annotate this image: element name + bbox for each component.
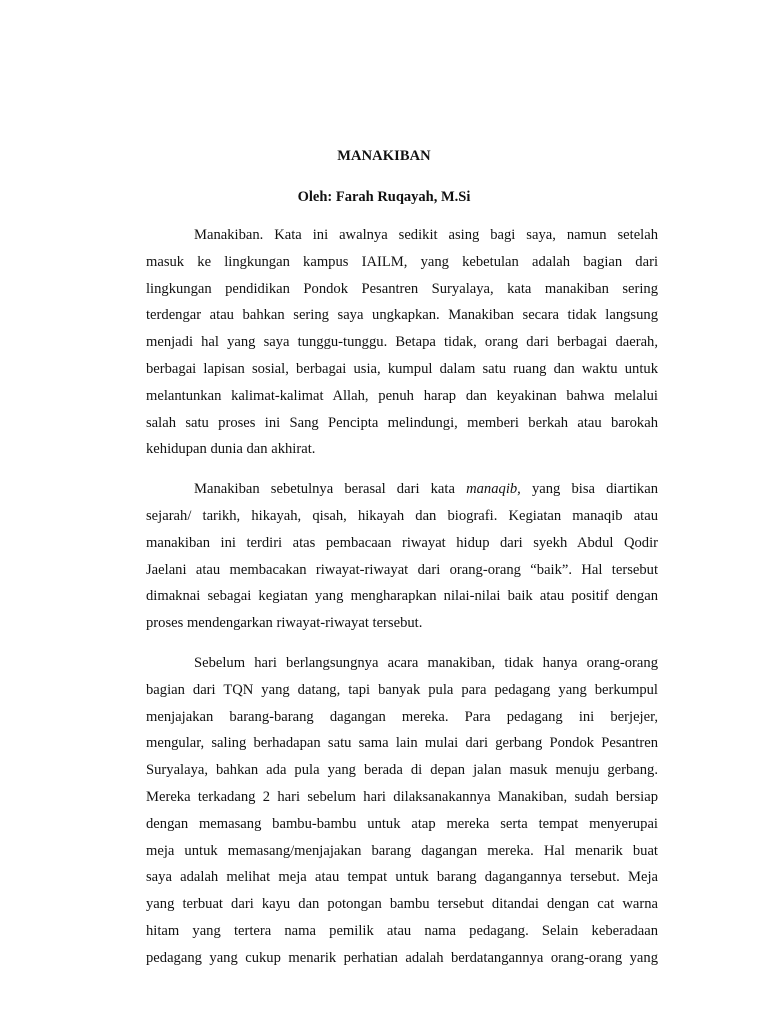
paragraph-line: yang terbuat dari kayu dan potongan bambu tersebut ditandai dengan cat warna — [146, 896, 658, 913]
paragraph-line: Jaelani atau membacakan riwayat-riwayat dari orang-orang “baik”. Hal tersebut — [146, 561, 658, 578]
paragraph-2 — [146, 476, 658, 637]
paragraph-line — [146, 476, 658, 503]
paragraph-line: masuk ke lingkungan kampus IAILM, yang kebetulan adalah bagian dari — [146, 253, 658, 270]
paragraph-line: pedagang yang cukup menarik perhatian adalah berdatangannya orang-orang yang — [146, 949, 658, 966]
italic-term: manaqib — [466, 481, 518, 498]
document-body — [146, 222, 658, 985]
paragraph-line: Suryalaya, bahkan ada pula yang berada di depan jalan masuk menuju gerbang. — [146, 762, 658, 779]
paragraph-line: manakiban ini terdiri atas pembacaan riwayat hidup dari syekh Abdul Qodir — [146, 534, 658, 551]
paragraph-line: kehidupan dunia dan akhirat. — [146, 441, 316, 458]
paragraph-line: Sebelum hari berlangsungnya acara manakiban, tidak hanya orang-orang — [194, 654, 658, 671]
paragraph-line: menjadi hal yang saya tunggu-tunggu. Betapa tidak, orang dari berbagai daerah, — [146, 334, 658, 351]
paragraph-3 — [146, 650, 658, 972]
document-title: MANAKIBAN — [337, 148, 431, 164]
paragraph-line: meja untuk memasang/menjajakan barang dagangan mereka. Hal menarik buat — [146, 842, 658, 859]
paragraph-line: saya adalah melihat meja atau tempat untuk barang dagangannya tersebut. Meja — [146, 869, 658, 886]
paragraph-line: Manakiban. Kata ini awalnya sedikit asing bagi saya, namun setelah — [194, 227, 658, 243]
paragraph-line: bagian dari TQN yang datang, tapi banyak pula para pedagang yang berkumpul — [146, 681, 658, 698]
document-author: Oleh: Farah Ruqayah, M.Si — [297, 189, 471, 205]
paragraph-line: hitam yang tertera nama pemilik atau nama pedagang. Selain keberadaan — [146, 922, 658, 939]
paragraph-text: , yang bisa diartikan — [517, 481, 658, 498]
paragraph-line: salah satu proses ini Sang Pencipta melindungi, memberi berkah atau barokah — [146, 414, 658, 431]
paragraph-line: dengan memasang bambu-bambu untuk atap mereka serta tempat menyerupai — [146, 815, 658, 832]
paragraph-line: terdengar atau bahkan sering saya ungkapkan. Manakiban secara tidak langsung — [146, 307, 658, 324]
paragraph-line: berbagai lapisan sosial, berbagai usia, kumpul dalam satu ruang dan waktu untuk — [146, 360, 658, 377]
paragraph-line: sejarah/ tarikh, hikayah, qisah, hikayah dan biografi. Kegiatan manaqib atau — [146, 507, 658, 524]
paragraph-line: Mereka terkadang 2 hari sebelum hari dilaksanakannya Manakiban, sudah bersiap — [146, 788, 658, 805]
paragraph-line: proses mendengarkan riwayat-riwayat tersebut. — [146, 615, 423, 632]
paragraph-text: Manakiban sebetulnya berasal dari kata — [194, 481, 467, 498]
paragraph-line: lingkungan pendidikan Pondok Pesantren Suryalaya, kata manakiban sering — [146, 280, 658, 297]
paragraph-line: menjajakan barang-barang dagangan mereka. Para pedagang ini berjejer, — [146, 708, 658, 725]
paragraph-line: mengular, saling berhadapan satu sama lain mulai dari gerbang Pondok Pesantren — [146, 735, 658, 752]
paragraph-line: melantunkan kalimat-kalimat Allah, penuh harap dan keyakinan bahwa melalui — [146, 387, 658, 404]
paragraph-line: dimaknai sebagai kegiatan yang mengharapkan nilai-nilai baik atau positif dengan — [146, 588, 658, 605]
paragraph-1 — [146, 222, 658, 463]
